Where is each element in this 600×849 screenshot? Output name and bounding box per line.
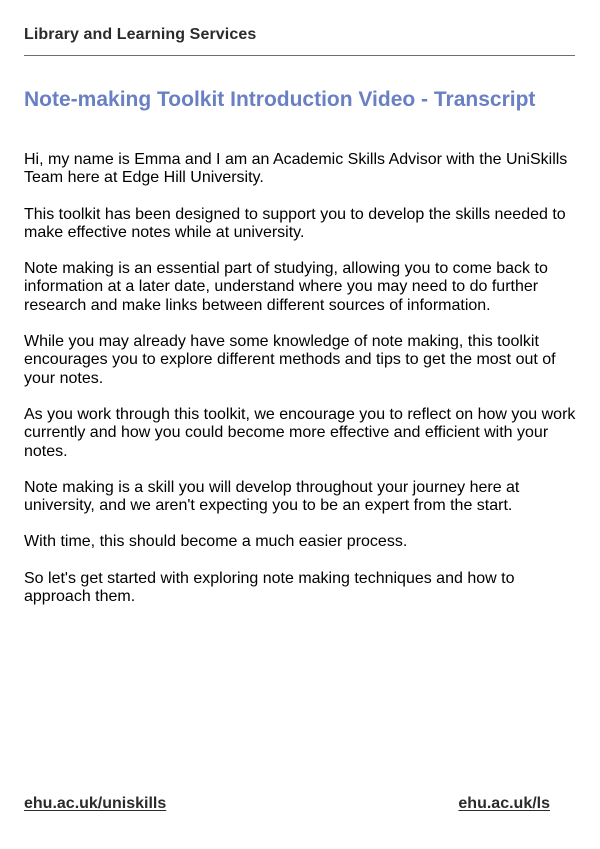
- header-divider: [24, 55, 575, 56]
- transcript-paragraph: Hi, my name is Emma and I am an Academic Skills Advisor with the UniSkills Team here at Edge Hill University.: [24, 151, 568, 187]
- transcript-paragraph: With time, this should become a much easier process.: [24, 533, 408, 551]
- library-services-link[interactable]: ehu.ac.uk/ls: [458, 795, 550, 812]
- transcript-paragraph: While you may already have some knowledge of note making, this toolkit encourages you to explore different methods and tips to get the most out of your notes.: [24, 333, 556, 387]
- uniskills-link[interactable]: ehu.ac.uk/uniskills: [24, 795, 167, 812]
- header-label: Library and Learning Services: [24, 26, 257, 43]
- transcript-body: [24, 151, 580, 624]
- transcript-paragraph: Note making is a skill you will develop throughout your journey here at university, and we aren't expecting you to be an expert from the start.: [24, 478, 520, 515]
- transcript-paragraph: So let's get started with exploring note making techniques and how to approach them.: [24, 569, 515, 606]
- transcript-paragraph: Note making is an essential part of studying, allowing you to come back to information at a later date, understand where you may need to do further research and make links between different sources of information.: [24, 260, 548, 314]
- transcript-paragraph: This toolkit has been designed to support you to develop the skills needed to make effective notes while at university.: [24, 205, 566, 241]
- transcript-paragraph: As you work through this toolkit, we encourage you to reflect on how you work currently and how you could become more effective and efficient with your notes.: [24, 405, 576, 460]
- document-title: Note-making Toolkit Introduction Video - Transcript: [24, 88, 536, 111]
